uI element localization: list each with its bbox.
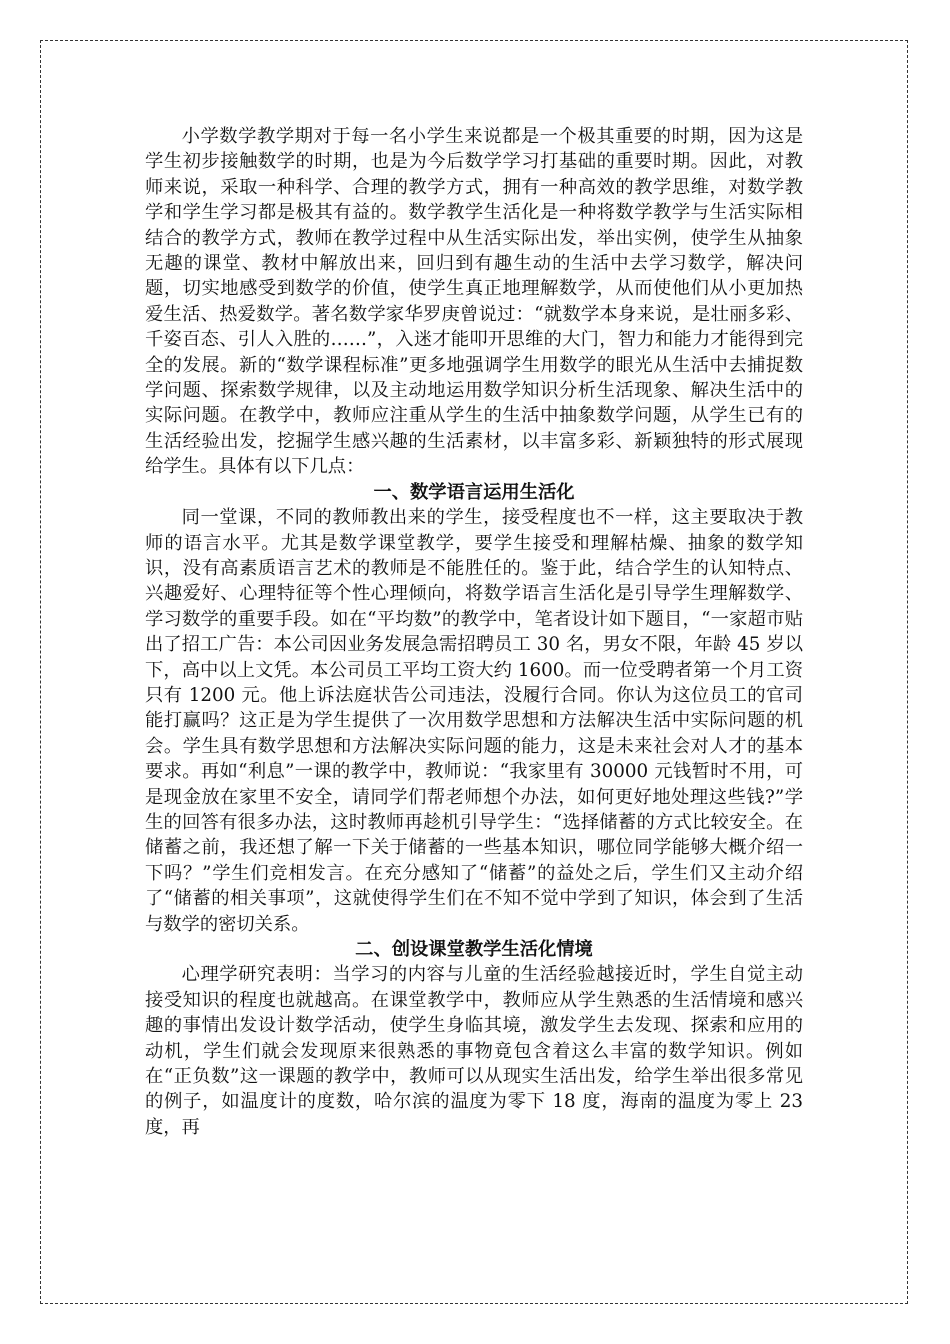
- section-1-paragraph: 同一堂课，不同的教师教出来的学生，接受程度也不一样，这主要取决于教师的语言水平。尤其是数学课堂教学，要学生接受和理解枯燥、抽象的数学知识，没有高素质语言艺术的教师是不能胜任的。鉴于此，结合学生的认知特点、兴趣爱好、心理特征等个性心理倾向，将数学语言生活化是引导学生理解数学、学习数学的重要手段。如在“平均数”的教学中，笔者设计如下题目，“一家超市贴出了招工广告：本公司因业务发展急需招聘员工 30 名，男女不限，年龄 45 岁以下，高中以上文凭。本公司员工平均工资大约 1600。而一位受聘者第一个月工资只有 1200 元。他上诉法庭状告公司违法，没履行合同。你认为这位员工的官司能打赢吗？这正是为学生提供了一次用数学思想和方法解决生活中实际问题的机会。学生具有数学思想和方法解决实际问题的能力，这是未来社会对人才的基本要求。再如“利息”一课的教学中，教师说：“我家里有 30000 元钱暂时不用，可是现金放在家里不安全，请同学们帮老师想个办法，如何更好地处理这些钱?”学生的回答有很多办法，这时教师再趁机引导学生：“选择储蓄的方式比较安全。在储蓄之前，我还想了解一下关于储蓄的一些基本知识，哪位同学能够大概介绍一下吗？”学生们竞相发言。在充分感知了“储蓄”的益处之后，学生们又主动介绍了“储蓄的相关事项”，这就使得学生们在不知不觉中学到了知识，体会到了生活与数学的密切关系。: [145, 507, 803, 935]
- section-heading-2: 二、创设课堂教学生活化情境: [355, 939, 593, 960]
- intro-paragraph: 小学数学教学期对于每一名小学生来说都是一个极其重要的时期，因为这是学生初步接触数学的时期，也是为今后数学学习打基础的重要时期。因此，对教师来说，采取一种科学、合理的教学方式，拥有一种高效的教学思维，对数学教学和学生学习都是极其有益的。数学教学生活化是一种将数学教学与生活实际相结合的教学方式，教师在教学过程中从生活实际出发，举出实例，使学生从抽象无趣的课堂、教材中解放出来，回归到有趣生动的生活中去学习数学，解决问题，切实地感受到数学的价值，使学生真正地理解数学，从而使他们从小更加热爱生活、热爱数学。著名数学家华罗庚曾说过：“就数学本身来说，是壮丽多彩、千姿百态、引人入胜的……”，入迷才能叩开思维的大门，智力和能力才能得到完全的发展。新的“数学课程标准”更多地强调学生用数学的眼光从生活中去捕捉数学问题、探索数学规律，以及主动地运用数学知识分析生活现象、解决生活中的实际问题。在教学中，教师应注重从学生的生活中抽象数学问题，从学生已有的生活经验出发，挖掘学生感兴趣的生活素材，以丰富多彩、新颖独特的形式展现给学生。具体有以下几点：: [145, 126, 803, 478]
- document-body: [145, 124, 803, 1140]
- section-heading-1: 一、数学语言运用生活化: [373, 481, 575, 503]
- section-2-paragraph: 心理学研究表明：当学习的内容与儿童的生活经验越接近时，学生自觉主动接受知识的程度也就越高。在课堂教学中，教师应从学生熟悉的生活情境和感兴趣的事情出发设计数学活动，使学生身临其境，激发学生去发现、探索和应用的动机，学生们就会发现原来很熟悉的事物竟包含着这么丰富的数学知识。例如在“正负数”这一课题的教学中，教师可以从现实生活出发，给学生举出很多常见的例子，如温度计的度数，哈尔滨的温度为零下 18 度，海南的温度为零上 23 度，再: [145, 964, 803, 1138]
